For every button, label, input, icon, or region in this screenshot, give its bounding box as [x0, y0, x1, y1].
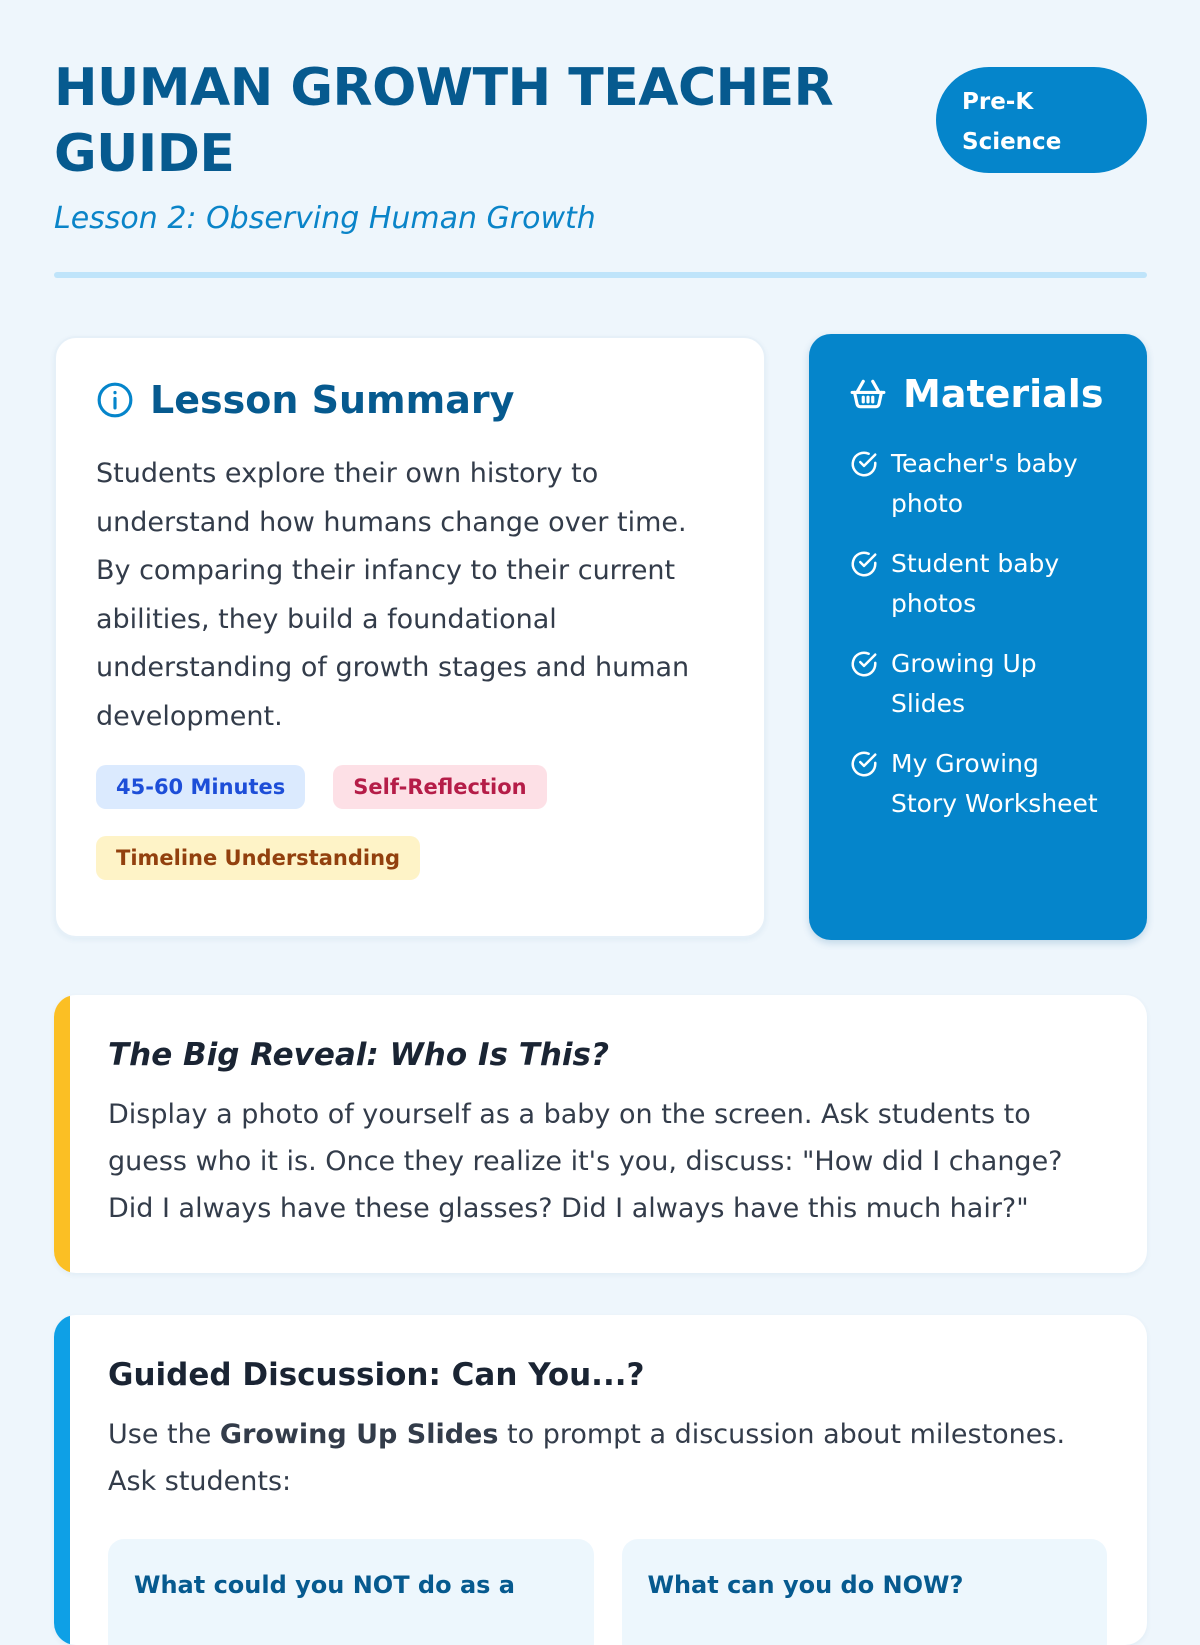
card-accent-stripe: [54, 995, 70, 1273]
guided-text-pre: Use the: [108, 1419, 220, 1450]
big-reveal-heading: The Big Reveal: Who Is This?: [108, 1037, 609, 1073]
info-icon: [96, 381, 134, 419]
lesson-summary-heading: Lesson Summary: [150, 378, 515, 422]
material-item: [849, 444, 1109, 524]
material-label: Teacher's baby photo: [891, 449, 1078, 518]
grade-subject-badge: [936, 67, 1147, 173]
lesson-summary-header: [96, 378, 724, 422]
slides-reference: Growing Up Slides: [219, 1419, 499, 1450]
basket-icon: [849, 375, 887, 413]
lesson-summary-text: Students explore their own history to understand how humans change over time. By comparing their infancy to their current abilities, they build a foundational understanding of growth stages and human development.: [96, 458, 690, 732]
self-reflection-tag: Self-Reflection: [333, 765, 546, 809]
badge-subject: Science: [962, 129, 1062, 155]
question-box-past: What could you NOT do as a: [108, 1539, 594, 1645]
guided-discussion-card: [54, 1315, 1147, 1645]
materials-card: [809, 334, 1147, 940]
big-reveal-text: Display a photo of yourself as a baby on the screen. Ask students to guess who it is. Once they realize it's you, discuss: "How did I change? Did I always have these glasses? Did I always have this much hair?": [108, 1099, 1063, 1224]
check-circle-icon: [849, 549, 879, 579]
check-circle-icon: [849, 449, 879, 479]
question-boxes: [108, 1539, 1107, 1645]
lesson-tags: [96, 765, 566, 880]
header-divider: [54, 272, 1147, 278]
material-item: [849, 744, 1109, 824]
page-title: HUMAN GROWTH TEACHER GUIDE: [54, 58, 834, 184]
materials-header: [849, 372, 1109, 416]
lesson-subtitle: Lesson 2: Observing Human Growth: [54, 201, 596, 236]
big-reveal-card: [54, 995, 1147, 1273]
question-box-now: What can you do NOW?: [622, 1539, 1108, 1645]
material-item: [849, 544, 1109, 624]
materials-list: [849, 444, 1109, 824]
check-circle-icon: [849, 749, 879, 779]
check-circle-icon: [849, 649, 879, 679]
material-label: My Growing Story Worksheet: [891, 749, 1098, 818]
teacher-guide-page: [54, 0, 1147, 1599]
material-item: [849, 644, 1109, 724]
card-accent-stripe: [54, 1315, 70, 1645]
materials-heading: Materials: [903, 372, 1104, 416]
material-label: Growing Up Slides: [891, 649, 1037, 718]
guided-discussion-text: [108, 1411, 1107, 1505]
timeline-tag: Timeline Understanding: [96, 836, 420, 880]
material-label: Student baby photos: [891, 549, 1060, 618]
page-header: [54, 0, 1147, 282]
guided-discussion-heading: Guided Discussion: Can You...?: [108, 1357, 645, 1393]
lesson-summary-card: [54, 336, 766, 938]
badge-grade: Pre-K: [962, 89, 1034, 115]
guided-text-post: to prompt a discussion about milestones. Ask students:: [108, 1419, 1066, 1497]
duration-tag: 45-60 Minutes: [96, 765, 305, 809]
